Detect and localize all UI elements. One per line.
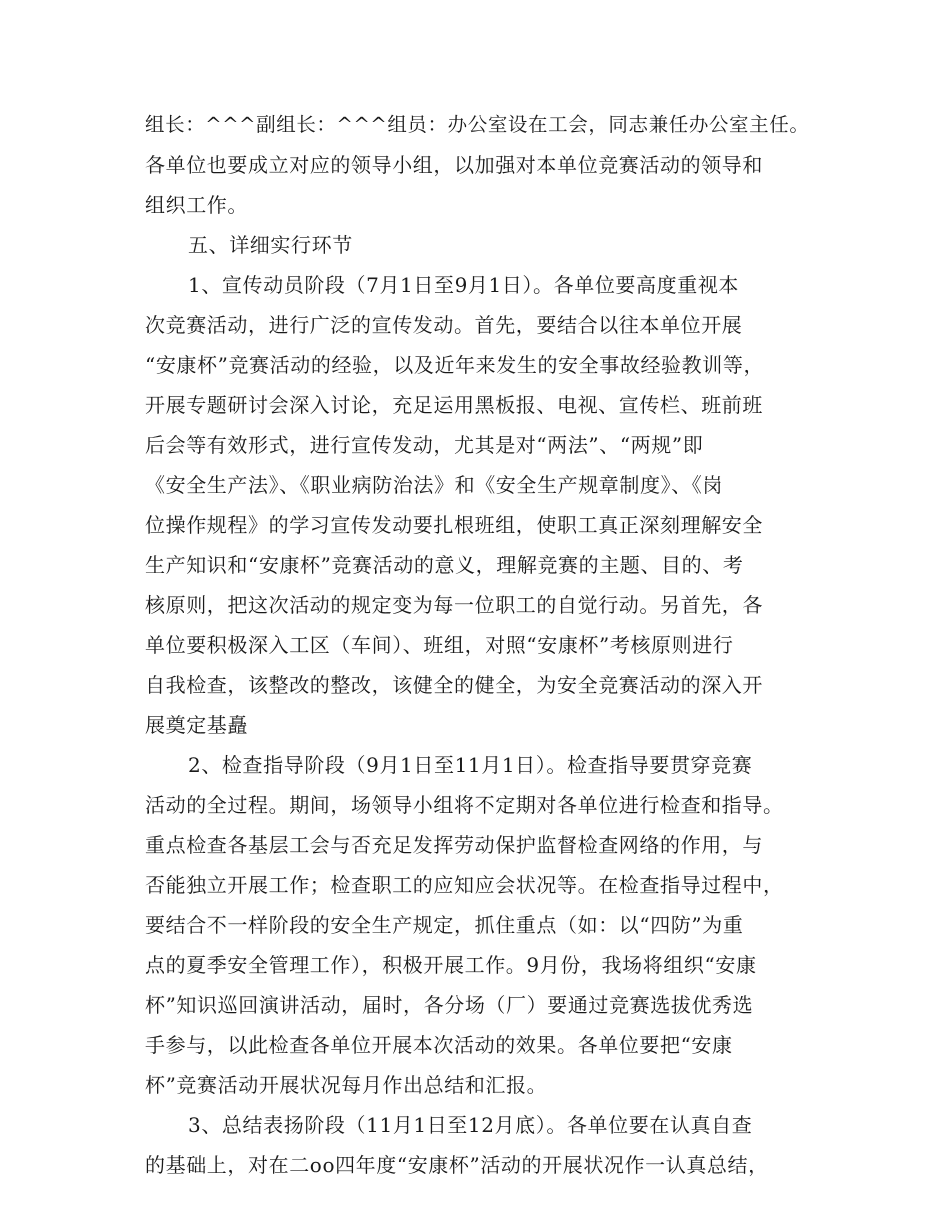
text-line: 点的夏季安全管理工作），积极开展工作。9月份，我场将组织“安康 — [145, 953, 757, 977]
text-line: 要结合不一样阶段的安全生产规定，抓住重点（如：以“四防”为重 — [145, 913, 744, 937]
text-line: 3、总结表扬阶段（11月1日至12月底）。各单位要在认真自查 — [188, 1113, 753, 1137]
text-line: 手参与，以此检查各单位开展本次活动的效果。各单位要把“安康 — [145, 1033, 733, 1057]
text-line: 核原则，把这次活动的规定变为每一位职工的自觉行动。另首先，各 — [145, 593, 763, 617]
text-line: 2、检查指导阶段（9月1日至11月1日）。检查指导要贯穿竞赛 — [188, 753, 753, 777]
text-line: 组织工作。 — [145, 193, 248, 217]
text-line: 次竞赛活动，进行广泛的宣传发动。首先，要结合以往本单位开展 — [145, 313, 743, 337]
text-line: 的基础上，对在二oo四年度“安康杯”活动的开展状况作一认真总结， — [145, 1153, 769, 1177]
text-line: 重点检查各基层工会与否充足发挥劳动保护监督检查网络的作用，与 — [145, 833, 763, 857]
text-line: 活动的全过程。期间，场领导小组将不定期对各单位进行检查和指导。 — [145, 793, 784, 817]
section-heading: 五、详细实行环节 — [188, 233, 353, 257]
text-line: 生产知识和“安康杯”竞赛活动的意义，理解竞赛的主题、目的、考 — [145, 553, 744, 577]
text-line: 自我检查，该整改的整改，该健全的健全，为安全竞赛活动的深入开 — [145, 673, 763, 697]
text-line: 组长：^^^副组长：^^^组员：办公室设在工会，同志兼任办公室主任。 — [145, 113, 810, 136]
text-line: 开展专题研讨会深入讨论，充足运用黑板报、电视、宣传栏、班前班 — [145, 393, 763, 417]
text-line: 后会等有效形式，进行宣传发动，尤其是对“两法”、“两规”即 — [145, 433, 704, 457]
text-line: 展奠定基矗 — [145, 713, 248, 737]
text-line: 各单位也要成立对应的领导小组，以加强对本单位竞赛活动的领导和 — [145, 153, 763, 177]
text-line: 杯”竞赛活动开展状况每月作出总结和汇报。 — [145, 1073, 548, 1097]
text-line: 位操作规程》的学习宣传发动要扎根班组，使职工真正深刻理解安全 — [145, 513, 763, 537]
text-line: 单位要积极深入工区（车间）、班组，对照“安康杯”考核原则进行 — [145, 633, 734, 657]
text-line: 1、宣传动员阶段（7月1日至9月1日）。各单位要高度重视本 — [188, 273, 740, 297]
text-line: 《安全生产法》、《职业病防治法》和《安全生产规章制度》、《岗 — [145, 473, 723, 497]
text-line: 否能独立开展工作；检查职工的应知应会状况等。在检查指导过程中， — [145, 873, 784, 897]
text-line: “安康杯”竞赛活动的经验，以及近年来发生的安全事故经验教训等， — [145, 353, 765, 377]
text-line: 杯”知识巡回演讲活动，届时，各分场（厂）要通过竞赛选拔优秀选 — [145, 993, 754, 1017]
